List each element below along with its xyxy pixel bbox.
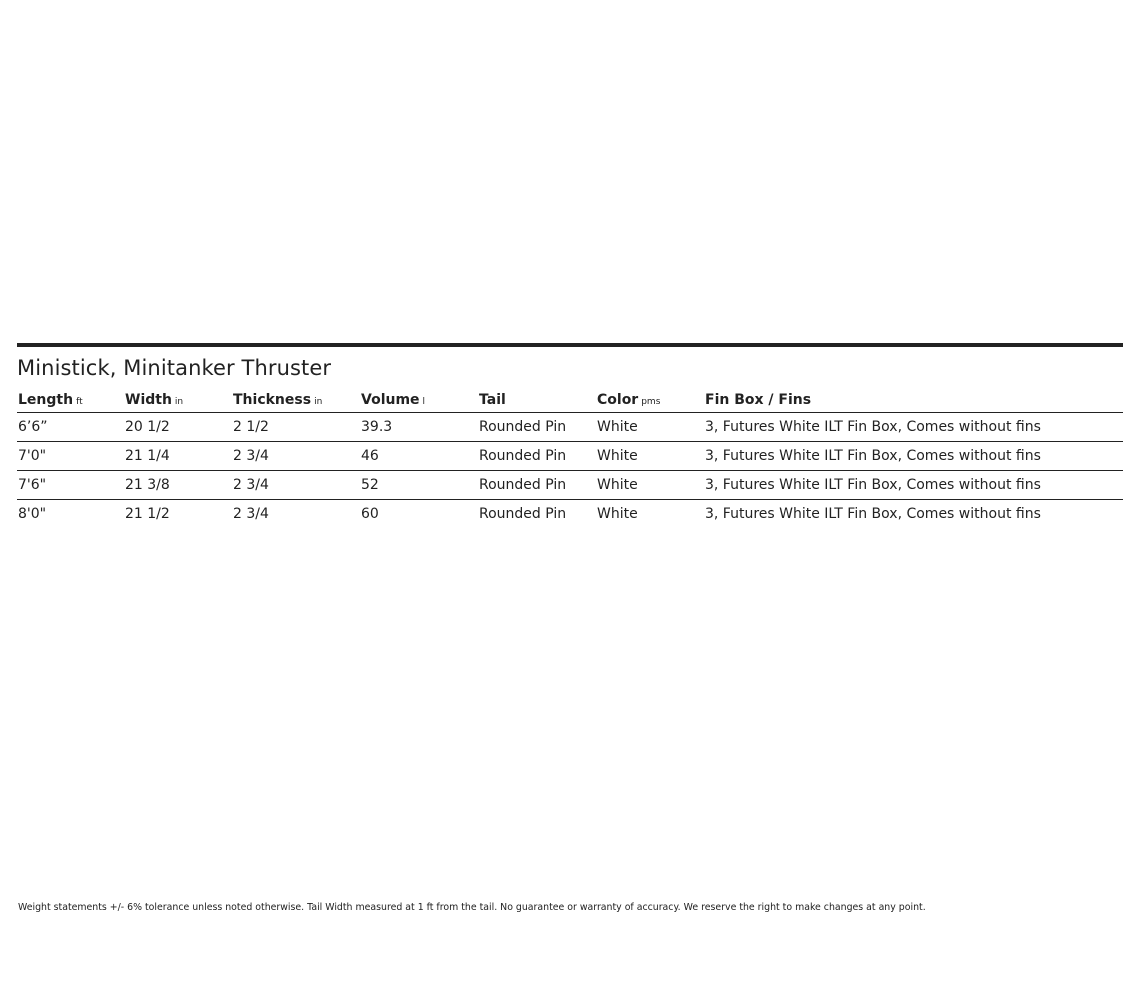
header-label: Tail	[479, 392, 506, 408]
cell-tail: Rounded Pin	[478, 442, 596, 471]
cell-volume: 52	[360, 471, 478, 500]
header-thickness	[232, 386, 360, 413]
cell-color: White	[596, 413, 704, 442]
cell-tail: Rounded Pin	[479, 506, 567, 522]
header-volume	[360, 386, 478, 413]
cell-length: 8'0"	[18, 506, 47, 522]
cell-width: 21 1/2	[125, 506, 170, 522]
header-unit: pms	[641, 397, 661, 407]
cell-width: 21 3/8	[124, 471, 232, 500]
cell-color: White	[597, 506, 638, 522]
cell-volume: 60	[361, 506, 379, 522]
header-tail	[478, 386, 596, 413]
spec-block	[17, 343, 1123, 528]
header-unit: in	[314, 397, 323, 407]
top-rule	[17, 343, 1123, 347]
header-length	[17, 386, 124, 413]
header-unit: in	[174, 397, 184, 407]
table-row	[17, 471, 1123, 500]
header-color	[596, 386, 704, 413]
cell-thickness: 2 3/4	[232, 471, 360, 500]
cell-fins: 3, Futures White ILT Fin Box, Comes without fins	[705, 506, 1041, 522]
header-row	[17, 386, 1123, 413]
cell-color: White	[596, 442, 704, 471]
cell-tail: Rounded Pin	[478, 471, 596, 500]
cell-volume: 39.3	[360, 413, 478, 442]
header-width	[124, 386, 232, 413]
header-fins	[704, 386, 1123, 413]
table-row	[17, 500, 1123, 529]
table-row	[17, 442, 1123, 471]
cell-length: 7'6"	[17, 471, 124, 500]
cell-tail: Rounded Pin	[478, 413, 596, 442]
header-label: Volume	[361, 392, 420, 408]
header-label: Width	[125, 392, 172, 408]
cell-width: 20 1/2	[124, 413, 232, 442]
header-unit: l	[422, 397, 426, 407]
spec-table	[17, 386, 1123, 528]
cell-fins: 3, Futures White ILT Fin Box, Comes without fins	[704, 442, 1123, 471]
cell-volume: 46	[360, 442, 478, 471]
cell-thickness: 2 1/2	[232, 413, 360, 442]
header-label: Length	[18, 392, 74, 408]
cell-width: 21 1/4	[124, 442, 232, 471]
cell-thickness: 2 3/4	[233, 506, 269, 522]
header-label: Thickness	[233, 392, 312, 408]
cell-fins: 3, Futures White ILT Fin Box, Comes without fins	[704, 471, 1123, 500]
header-unit: ft	[76, 397, 83, 407]
product-title: Ministick, Minitanker Thruster	[17, 356, 332, 380]
cell-length: 6’6”	[17, 413, 124, 442]
cell-thickness: 2 3/4	[232, 442, 360, 471]
disclaimer-text: Weight statements +/- 6% tolerance unless noted otherwise. Tail Width measured at 1 ft from the tail. No guarantee or warranty of accuracy. We reserve the right to make changes at any point.	[18, 902, 926, 913]
cell-fins: 3, Futures White ILT Fin Box, Comes without fins	[704, 413, 1123, 442]
header-label: Color	[597, 392, 639, 408]
cell-color: White	[596, 471, 704, 500]
cell-length: 7'0"	[17, 442, 124, 471]
header-label: Fin Box / Fins	[705, 392, 812, 408]
table-row	[17, 413, 1123, 442]
